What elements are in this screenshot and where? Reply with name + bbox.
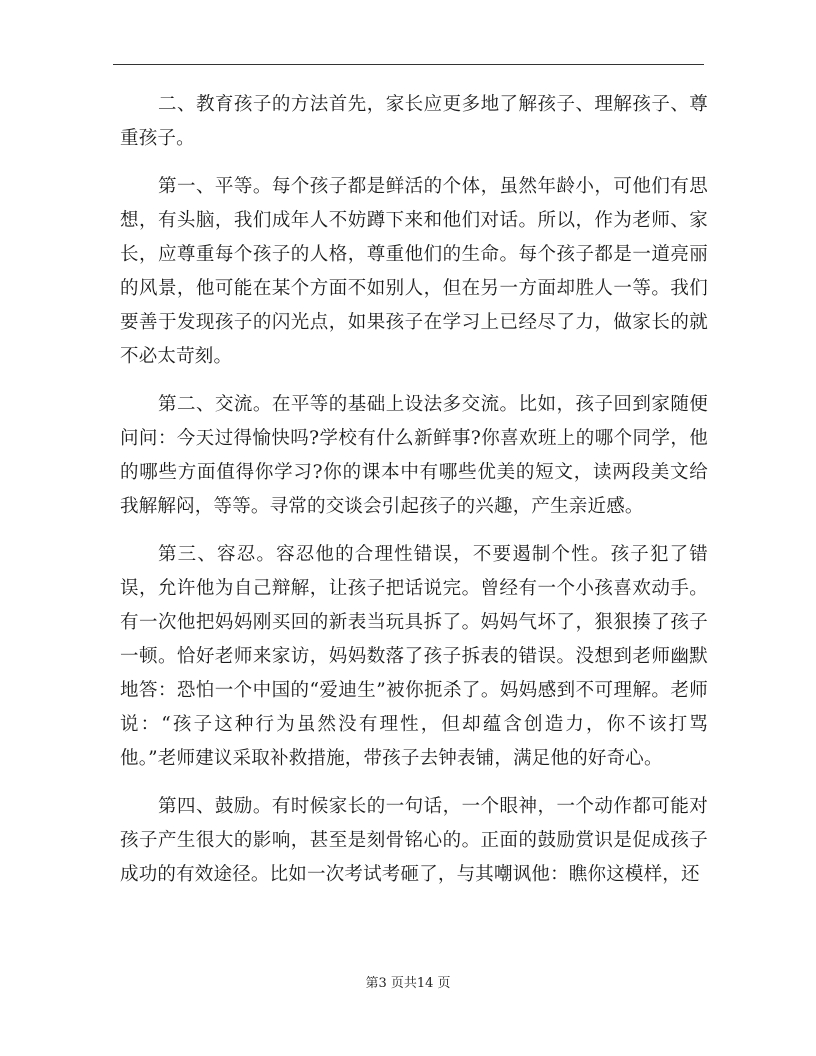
paragraph-encouragement: 第四、鼓励。有时候家长的一句话，一个眼神，一个动作都可能对孩子产生很大的影响，甚至是刻骨铭心的。正面的鼓励赏识是促成孩子成功的有效途径。比如一次考试考砸了，与其嘲讽他：瞧你这模样，还 <box>120 796 708 885</box>
paragraph-tolerance: 第三、容忍。容忍他的合理性错误，不要遏制个性。孩子犯了错误，允许他为自己辩解，让孩子把话说完。曾经有一个小孩喜欢动手。有一次他把妈妈刚买回的新表当玩具拆了。妈妈气坏了，狠狠揍了孩子一顿。恰好老师来家访，妈妈数落了孩子拆表的错误。没想到老师幽默地答：恐怕一个中国的“爱迪生”被你扼杀了。妈妈感到不可理解。老师说：“孩子这种行为虽然没有理性，但却蕴含创造力，你不该打骂他。”老师建议采取补救措施，带孩子去钟表铺，满足他的好奇心。 <box>120 544 708 769</box>
page-number: 第3 页共14 页 <box>365 976 451 991</box>
header-rule <box>113 64 704 65</box>
document-body <box>120 88 708 906</box>
paragraph-heading: 二、教育孩子的方法首先，家长应更多地了解孩子、理解孩子、尊重孩子。 <box>120 94 708 149</box>
paragraph-communication: 第二、交流。在平等的基础上设法多交流。比如，孩子回到家随便问问：今天过得愉快吗?学校有什么新鲜事?你喜欢班上的哪个同学，他的哪些方面值得你学习?你的课本中有哪些优美的短文，读两段美文给我解解闷，等等。寻常的交谈会引起孩子的兴趣，产生亲近感。 <box>120 394 708 517</box>
paragraph-equality: 第一、平等。每个孩子都是鲜活的个体，虽然年龄小，可他们有思想，有头脑，我们成年人不妨蹲下来和他们对话。所以，作为老师、家长，应尊重每个孩子的人格，尊重他们的生命。每个孩子都是一道亮丽的风景，他可能在某个方面不如别人，但在另一方面却胜人一等。我们要善于发现孩子的闪光点，如果孩子在学习上已经尽了力，做家长的就不必太苛刻。 <box>120 176 708 367</box>
